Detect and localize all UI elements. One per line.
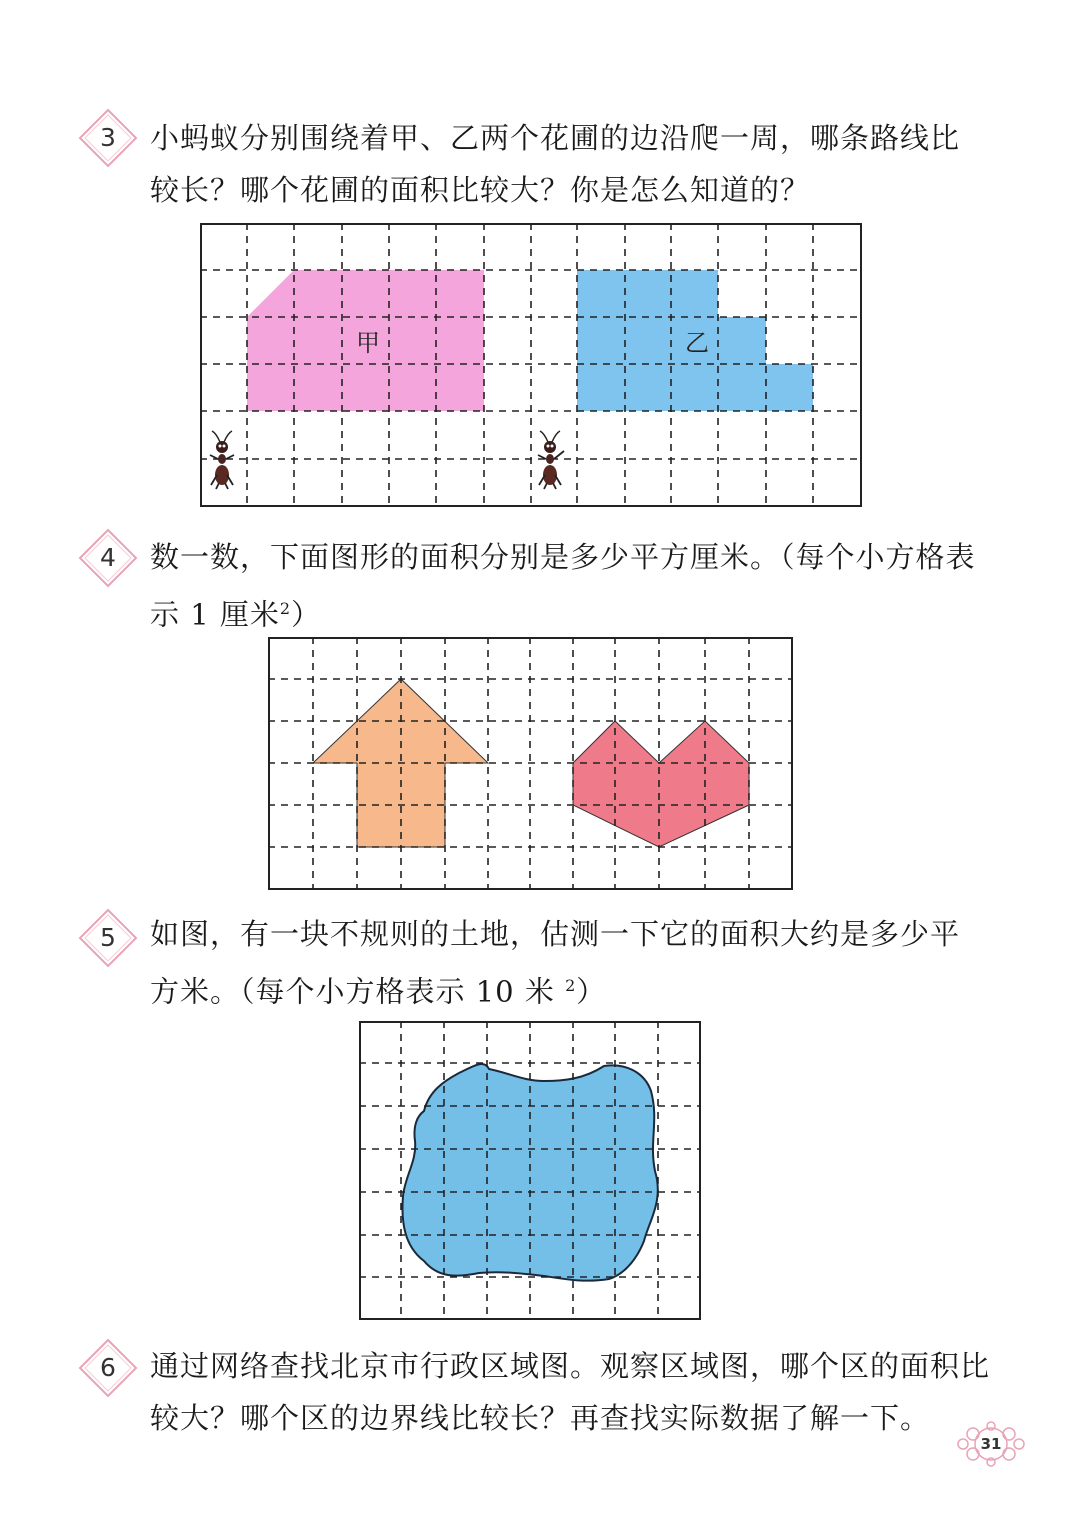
text-segment: 方米。（每个小方格表示 10 米 (150, 974, 566, 1009)
problem-text-line (150, 583, 1000, 641)
problem-number: 3 (100, 123, 116, 152)
shapes-grid-figure (268, 637, 793, 890)
problem-number-badge (78, 108, 138, 168)
text-segment: ） (576, 974, 607, 1009)
problem-number: 5 (100, 923, 116, 952)
problem-text-line (150, 960, 1000, 1018)
problem-number-badge (78, 1338, 138, 1398)
problem-text-line: 小蚂蚁分别围绕着甲、乙两个花圃的边沿爬一周，哪条路线比 (150, 121, 961, 155)
shapes-grid (268, 637, 793, 890)
ant-icon (538, 431, 564, 489)
problem-text (150, 908, 1000, 1018)
garden-jia-label: 甲 (356, 329, 380, 357)
problem-text-line: 如图，有一块不规则的土地，估测一下它的面积大约是多少平 (150, 917, 961, 951)
problem-text (150, 531, 1000, 641)
problem-number: 6 (100, 1353, 116, 1382)
text-segment: 示 1 厘米 (150, 597, 280, 632)
problem-text-line: 较长？哪个花圃的面积比较大？你是怎么知道的？ (150, 173, 811, 207)
superscript: 2 (279, 599, 292, 618)
garden-yi-label: 乙 (685, 329, 709, 357)
problem-number-badge (78, 908, 138, 968)
land-grid (359, 1021, 701, 1320)
problem-text-line: 数一数，下面图形的面积分别是多少平方厘米。（每个小方格表 (150, 540, 976, 574)
heart-shape (573, 721, 749, 847)
garden-grid (200, 223, 862, 507)
problem-number-badge (78, 528, 138, 588)
text-segment: ） (291, 597, 322, 632)
land-grid-figure (359, 1021, 701, 1320)
garden-grid-figure (200, 223, 862, 507)
problem-text (150, 1340, 1000, 1444)
ant-icon (210, 431, 234, 489)
problem-number: 4 (100, 543, 116, 572)
page-number: 31 (980, 1435, 1002, 1453)
problem-text (150, 112, 1000, 216)
problem-text-line: 通过网络查找北京市行政区域图。观察区域图，哪个区的面积比 (150, 1349, 991, 1383)
problem-text-line: 较大？哪个区的边界线比较长？再查找实际数据了解一下。 (150, 1401, 931, 1435)
page-number-badge (955, 1420, 1027, 1468)
superscript: 2 (565, 976, 577, 995)
